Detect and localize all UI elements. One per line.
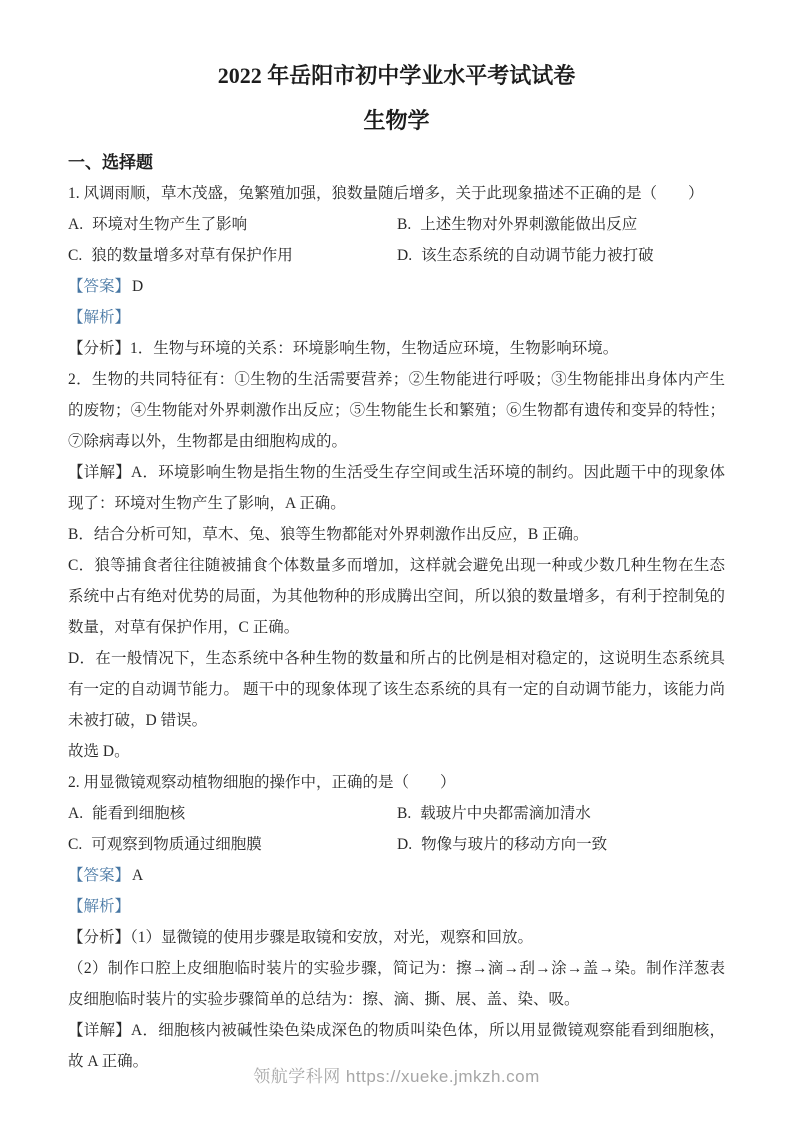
q1-paragraph-analysis-1: 【分析】1．生物与环境的关系：环境影响生物，生物适应环境，生物影响环境。 [68,340,619,357]
q1-stem: 1. 风调雨顺，草木茂盛，兔繁殖加强，狼数量随后增多，关于此现象描述不正确的是（ ） [68,185,704,202]
q2-option-d [397,829,725,860]
q1-option-d-text: 该生态系统的自动调节能力被打破 [421,247,654,264]
q2-option-c-text: 可观察到物质通过细胞膜 [91,836,262,853]
q2-paragraph-analysis-2: （2）制作口腔上皮细胞临时装片的实验步骤，简记为：擦→滴→刮→涂→盖→染。制作洋葱表皮细胞临时装片的实验步骤简单的总结为：擦、滴、撕、展、盖、染、吸。 [68,960,725,1008]
exam-subtitle: 生物学 [363,108,430,133]
q1-option-d-label: D. [397,247,413,264]
q1-option-b [397,209,725,240]
q2-paragraph-analysis-1: 【分析】（1）显微镜的使用步骤是取镜和安放，对光，观察和回放。 [68,929,534,946]
section-header-choice-questions: 一、选择题 [68,153,153,172]
q2-stem: 2. 用显微镜观察动植物细胞的操作中，正确的是（ ） [68,774,456,791]
q2-option-b [397,798,725,829]
q2-option-b-label: B. [397,805,412,822]
q1-analysis-tag: 【解析】 [68,309,131,326]
q1-paragraph-detail-a: 【详解】A．环境影响生物是指生物的生活受生存空间或生活环境的制约。因此题干中的现象体现了：环境对生物产生了影响，A 正确。 [68,464,725,512]
q1-paragraph-conclusion: 故选 D。 [68,743,130,760]
q1-options [68,209,725,271]
q1-paragraph-detail-c: C．狼等捕食者往往随被捕食个体数量多而增加，这样就会避免出现一种或少数几种生物在生态系统中占有绝对优势的局面，为其他物种的形成腾出空间，所以狼的数量增多，有利于控制兔的数量，对草有保护作用，C 正确。 [68,557,725,636]
q1-option-c-text: 狼的数量增多对草有保护作用 [91,247,293,264]
q1-answer-value: D [132,278,144,295]
q1-option-a-label: A. [68,216,84,233]
q2-option-c-label: C. [68,836,83,853]
q1-option-d [397,240,725,271]
q2-option-a-label: A. [68,805,84,822]
q2-paragraph-detail-a: 【详解】A．细胞核内被碱性染色染成深色的物质叫染色体，所以用显微镜观察能看到细胞核，故 A 正确。 [68,1022,725,1070]
footer-watermark: 领航学科网 https://xueke.jmkzh.com [253,1067,540,1086]
q2-answer-value: A [132,867,144,884]
q2-answer-line [68,860,725,891]
q1-option-c [68,240,397,271]
q1-paragraph-analysis-2: 2．生物的共同特征有：①生物的生活需要营养；②生物能进行呼吸；③生物能排出身体内产生的废物；④生物能对外界刺激作出反应；⑤生物能生长和繁殖；⑥生物都有遗传和变异的特性；⑦除病毒以外，生物都是由细胞构成的。 [68,371,725,450]
q2-answer-tag: 【答案】 [68,867,131,884]
q2-option-b-text: 载玻片中央都需滴加清水 [420,805,591,822]
q2-option-d-text: 物像与玻片的移动方向一致 [421,836,608,853]
q2-option-c [68,829,397,860]
q1-answer-line [68,271,725,302]
q1-paragraph-detail-d: D．在一般情况下，生态系统中各种生物的数量和所占的比例是相对稳定的，这说明生态系统具有一定的自动调节能力。 题干中的现象体现了该生态系统的具有一定的自动调节能力，该能力尚未被打破，D 错误。 [68,650,725,729]
exam-title: 2022 年岳阳市初中学业水平考试试卷 [217,63,576,88]
q1-answer-tag: 【答案】 [68,278,131,295]
q1-paragraph-detail-b: B．结合分析可知，草木、兔、狼等生物都能对外界刺激作出反应，B 正确。 [68,526,589,543]
q2-option-d-label: D. [397,836,413,853]
q2-analysis-line [68,891,725,922]
q1-option-b-text: 上述生物对外界刺激能做出反应 [420,216,638,233]
q1-option-a [68,209,397,240]
q2-option-a [68,798,397,829]
q2-analysis-tag: 【解析】 [68,898,131,915]
q1-option-b-label: B. [397,216,412,233]
q1-option-a-text: 环境对生物产生了影响 [92,216,248,233]
q1-option-c-label: C. [68,247,83,264]
q1-analysis-line [68,302,725,333]
q2-option-a-text: 能看到细胞核 [92,805,186,822]
q2-options [68,798,725,860]
